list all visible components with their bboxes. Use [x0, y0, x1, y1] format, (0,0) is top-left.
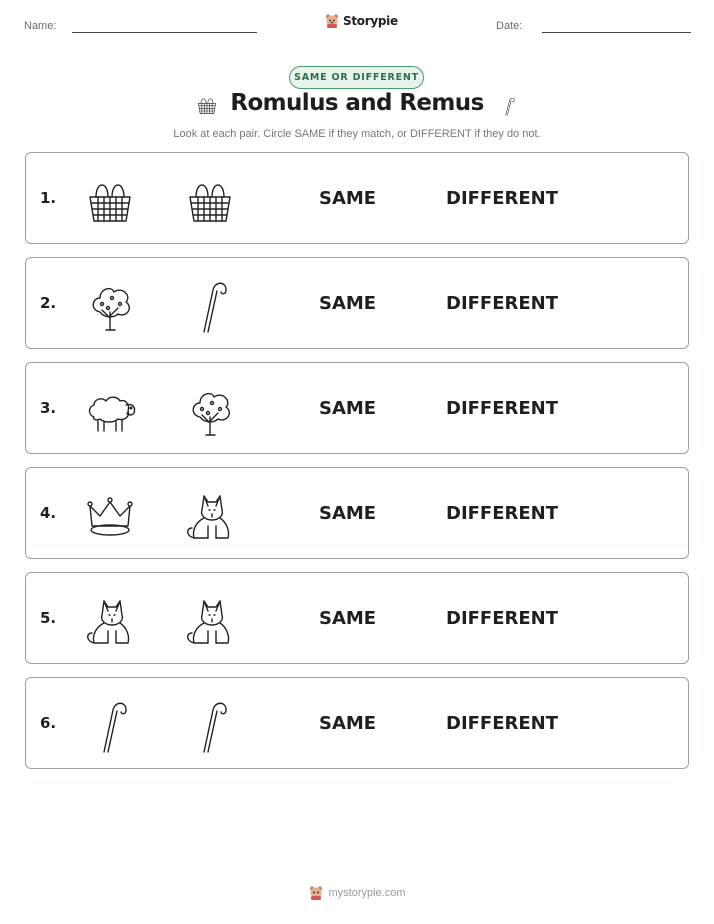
different-option[interactable]: DIFFERENT — [446, 713, 559, 734]
basket-icon — [82, 173, 138, 229]
staff-icon — [497, 89, 519, 123]
brand-logo — [324, 13, 398, 29]
staff-icon — [82, 698, 138, 754]
same-option[interactable]: SAME — [319, 608, 377, 629]
different-option[interactable]: DIFFERENT — [446, 398, 559, 419]
tree-icon — [182, 383, 238, 439]
storypie-mascot-icon — [324, 13, 340, 29]
name-label: Name: — [24, 20, 57, 32]
date-line[interactable] — [542, 32, 691, 33]
different-option[interactable]: DIFFERENT — [446, 188, 559, 209]
wolf-icon — [182, 593, 238, 649]
question-row — [25, 257, 689, 349]
question-row — [25, 572, 689, 664]
different-option[interactable]: DIFFERENT — [446, 293, 559, 314]
question-number: 5. — [40, 609, 57, 627]
wolf-icon — [82, 593, 138, 649]
page-title: Romulus and Remus — [230, 90, 484, 116]
question-number: 2. — [40, 294, 57, 312]
tree-icon — [82, 278, 138, 334]
footer-url[interactable]: mystorypie.com — [328, 887, 406, 899]
same-option[interactable]: SAME — [319, 188, 377, 209]
staff-icon — [182, 278, 238, 334]
name-line[interactable] — [72, 32, 257, 33]
date-label: Date: — [496, 20, 523, 32]
question-number: 3. — [40, 399, 57, 417]
question-number: 6. — [40, 714, 57, 732]
question-row — [25, 467, 689, 559]
question-row — [25, 362, 689, 454]
question-number: 1. — [40, 189, 57, 207]
different-option[interactable]: DIFFERENT — [446, 608, 559, 629]
same-option[interactable]: SAME — [319, 503, 377, 524]
wolf-icon — [182, 488, 238, 544]
same-option[interactable]: SAME — [319, 293, 377, 314]
worksheet-type-badge: SAME OR DIFFERENT — [289, 66, 424, 89]
question-number: 4. — [40, 504, 57, 522]
same-option[interactable]: SAME — [319, 713, 377, 734]
staff-icon — [182, 698, 238, 754]
question-row — [25, 677, 689, 769]
same-option[interactable]: SAME — [319, 398, 377, 419]
instructions: Look at each pair. Circle SAME if they match, or DIFFERENT if they do not. — [173, 128, 541, 140]
brand-name: Storypie — [343, 14, 398, 28]
sheep-icon — [82, 383, 138, 439]
basket-icon — [182, 173, 238, 229]
different-option[interactable]: DIFFERENT — [446, 503, 559, 524]
storypie-mascot-icon — [308, 885, 324, 901]
crown-icon — [82, 488, 138, 544]
question-row — [25, 152, 689, 244]
footer — [0, 885, 714, 901]
